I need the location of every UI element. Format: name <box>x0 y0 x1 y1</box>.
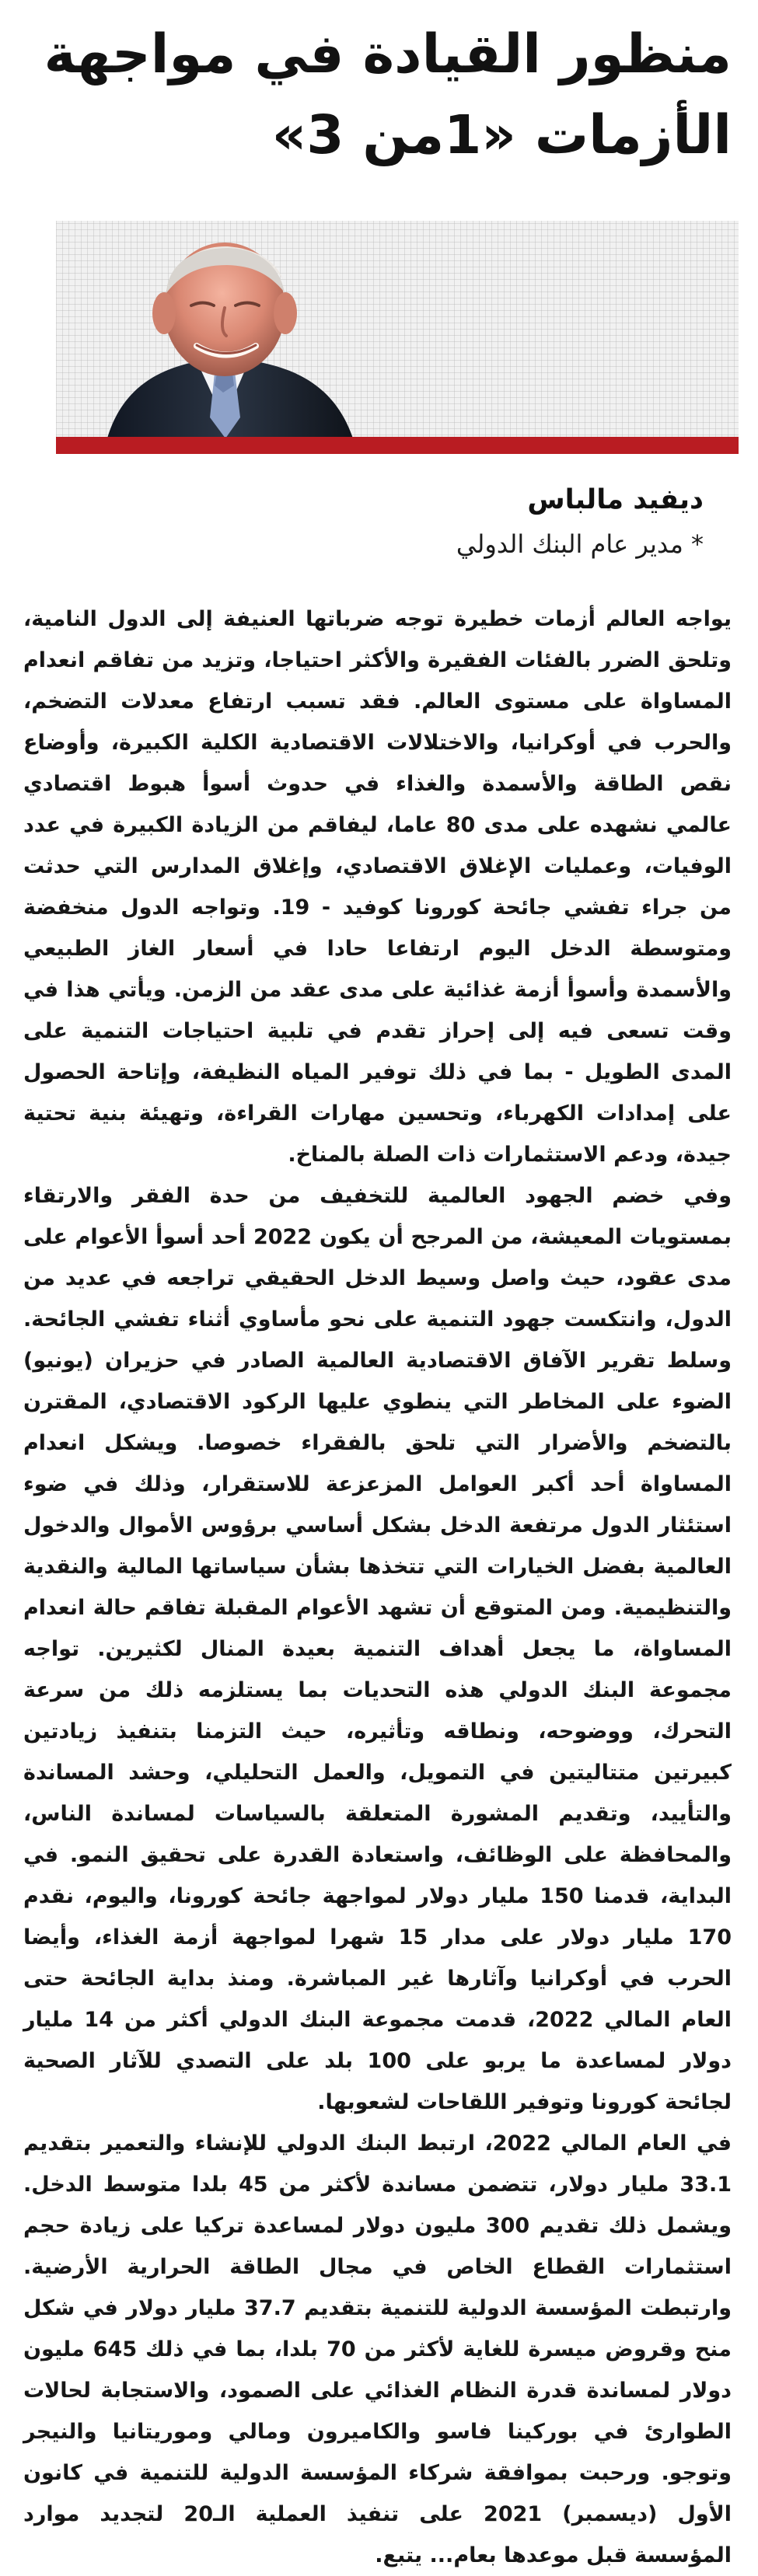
photo-red-bar <box>56 437 739 454</box>
paragraph-2: وفي خضم الجهود العالمية للتخفيف من حدة الفقر والارتقاء بمستويات المعيشة، من المرجح أن يكون 2022 أحد أسوأ الأعوام على مدى عقود، حيث واصل وسيط الدخل الحقيقي تراجعه في عديد من الدول، وانتكست جهود التنمية على نحو مأساوي أثناء تفشي الجائحة. وسلط تقرير الآفاق الاقتصادية العالمية الصادر في حزيران (يونيو) الضوء على المخاطر التي ينطوي عليها الركود الاقتصادي، المقترن بالتضخم والأضرار التي تلحق بالفقراء خصوصا. ويشكل انعدام المساواة أحد أكبر العوامل المزعزعة للاستقرار، وذلك في ضوء استئثار الدول مرتفعة الدخل بشكل أساسي برؤوس الأموال والدخول العالمية بفضل الخيارات التي تتخذها بشأن سياساتها المالية والنقدية والتنظيمية. ومن المتوقع أن تشهد الأعوام المقبلة تفاقم حالة انعدام المساواة، ما يجعل أهداف التنمية بعيدة المنال لكثيرين. تواجه مجموعة البنك الدولي هذه التحديات بما يستلزمه ذلك من سرعة التحرك، ووضوحه، ونطاقه وتأثيره، حيث التزمنا بتنفيذ زيادتين كبيرتين متتاليتين في التمويل، والعمل التحليلي، وحشد المساندة والتأييد، وتقديم المشورة المتعلقة بالسياسات لمساندة الناس، والمحافظة على الوظائف، واستعادة القدرة على تحقيق النمو. في البداية، قدمنا 150 مليار دولار لمواجهة جائحة كورونا، واليوم، نقدم 170 مليار دولار على مدار 15 شهرا لمواجهة أزمة الغذاء، وأيضا الحرب في أوكرانيا وآثارها غير المباشرة. ومنذ بداية الجائحة حتى العام المالي 2022، قدمت مجموعة البنك الدولي أكثر من 14 مليار دولار لمساعدة ما يربو على 100 بلد على التصدي للآثار الصحية لجائحة كورونا وتوفير اللقاحات لشعوبها. <box>23 1184 732 2114</box>
article-body <box>23 599 732 2576</box>
article-headline: منظور القيادة في مواجهة الأزمات «1من 3» <box>44 23 732 166</box>
paragraph-1: يواجه العالم أزمات خطيرة توجه ضرباتها العنيفة إلى الدول النامية، وتلحق الضرر بالفئات الفقيرة والأكثر احتياجا، وتزيد من تفاقم انعدام المساواة على مستوى العالم. فقد تسبب ارتفاع معدلات التضخم، والحرب في أوكرانيا، والاختلالات الاقتصادية الكلية الكبيرة، وأوضاع نقص الطاقة والأسمدة والغذاء في حدوث أسوأ هبوط اقتصادي عالمي نشهده على مدى 80 عاما، ليفاقم من الزيادة الكبيرة في عدد الوفيات، وعمليات الإغلاق الاقتصادي، وإغلاق المدارس التي حدثت من جراء تفشي جائحة كورونا كوفيد - 19. وتواجه الدول منخفضة ومتوسطة الدخل اليوم ارتفاعا حادا في أسعار الغاز الطبيعي والأسمدة وأسوأ أزمة غذائية على مدى عقد من الزمن. ويأتي هذا في وقت تسعى فيه إلى إحراز تقدم في تلبية احتياجات التنمية على المدى الطويل - بما في ذلك توفير المياه النظيفة، وإتاحة الحصول على إمدادات الكهرباء، وتحسين مهارات القراءة، وتهيئة بنية تحتية جيدة، ودعم الاستثمارات ذات الصلة بالمناخ. <box>23 607 732 1167</box>
author-role: * مدير عام البنك الدولي <box>456 529 704 559</box>
author-photo <box>56 221 739 454</box>
author-portrait <box>86 235 365 441</box>
paragraph-3: في العام المالي 2022، ارتبط البنك الدولي للإنشاء والتعمير بتقديم 33.1 مليار دولار، تتضمن مساندة لأكثر من 45 بلدا متوسط الدخل. ويشمل ذلك تقديم 300 مليون دولار لمساعدة تركيا على زيادة حجم استثمارات القطاع الخاص في مجال الطاقة الحرارية الأرضية. وارتبطت المؤسسة الدولية للتنمية بتقديم 37.7 مليار دولار في شكل منح وقروض ميسرة للغاية لأكثر من 70 بلدا، بما في ذلك 645 مليون دولار لمساندة قدرة النظام الغذائي على الصمود، والاستجابة لحالات الطوارئ في بوركينا فاسو والكاميرون ومالي وموريتانيا والنيجر وتوجو. ورحبت بموافقة شركاء المؤسسة الدولية للتنمية في كانون الأول (ديسمبر) 2021 على تنفيذ العملية الـ20 لتجديد موارد المؤسسة قبل موعدها بعام... يتبع. <box>23 2131 732 2567</box>
author-name: ديفيد مالباس <box>527 484 704 515</box>
